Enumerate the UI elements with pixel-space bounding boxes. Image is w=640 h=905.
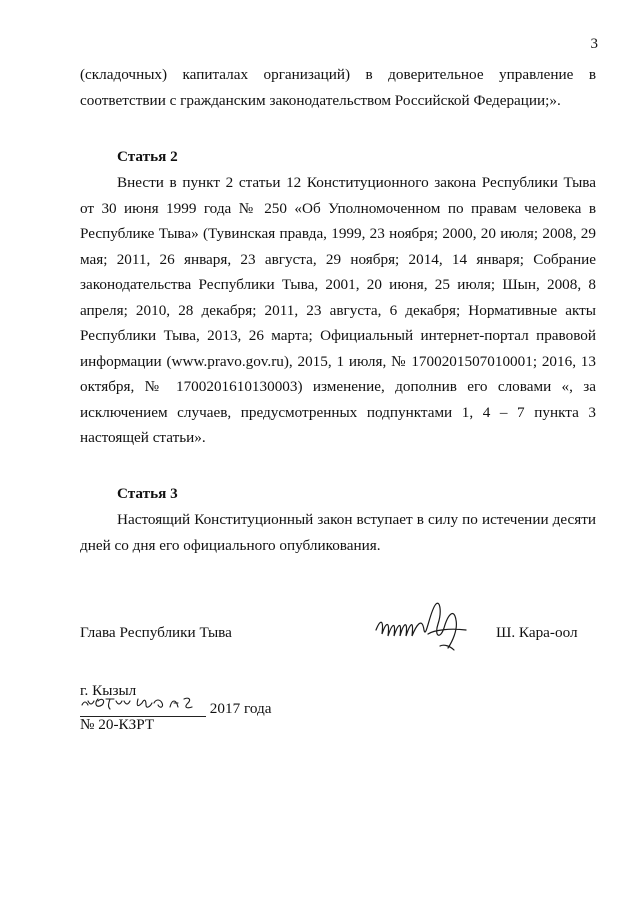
article3-heading-block xyxy=(80,481,596,507)
signatory-title: Глава Республики Тыва xyxy=(80,624,232,641)
article2-heading-block xyxy=(80,144,596,170)
date-line xyxy=(80,699,271,717)
law-number: № 20-КЗРТ xyxy=(80,716,155,733)
article3-heading: Статья 3 xyxy=(117,485,178,502)
article2-text-block xyxy=(80,170,596,451)
intro-paragraph-block xyxy=(80,62,596,113)
article2-heading: Статья 2 xyxy=(117,148,178,165)
signatory-name: Ш. Кара-оол xyxy=(496,624,578,641)
handwritten-date xyxy=(80,699,206,717)
place-label: г. Кызыл xyxy=(80,682,137,699)
handwritten-signature xyxy=(370,590,480,660)
handwritten-date-strokes xyxy=(80,693,206,713)
article3-text-block xyxy=(80,507,596,558)
intro-paragraph: (складочных) капиталах организаций) в доверительное управление в соответствии с гражданским законодательством Российской Федерации;». xyxy=(80,66,596,109)
article3-text: Настоящий Конституционный закон вступает в силу по истечении десяти дней со дня его официального опубликования. xyxy=(80,511,596,554)
date-year: 2017 года xyxy=(209,700,272,717)
article2-text: Внести в пункт 2 статьи 12 Конституционного закона Республики Тыва от 30 июня 1999 года № 250 «Об Уполномоченном по правам человека в Республике Тыва» (Тувинская правда, 1999, 23 ноября; 2000, 20 июля; 2008, 29 мая; 2011, 26 января, 23 августа, 29 ноября; 2014, 14 января; Собрание законодательства Республики Тыва, 2001, 20 июня, 25 июля; Шын, 2008, 8 апреля; 2010, 28 декабря; 2011, 23 августа, 6 декабря; Нормативные акты Республики Тыва, 2013, 26 марта; Официальный интернет-портал правовой информации (www.pravo.gov.ru), 2015, 1 июля, № 1700201507010001; 2016, 13 октября, № 1700201610130003) изменение, дополнив его словами «, за исключением случаев, предусмотренных подпунктами 1, 4 – 7 пункта 3 настоящей статьи». xyxy=(80,174,596,446)
page-number: 3 xyxy=(590,36,598,52)
